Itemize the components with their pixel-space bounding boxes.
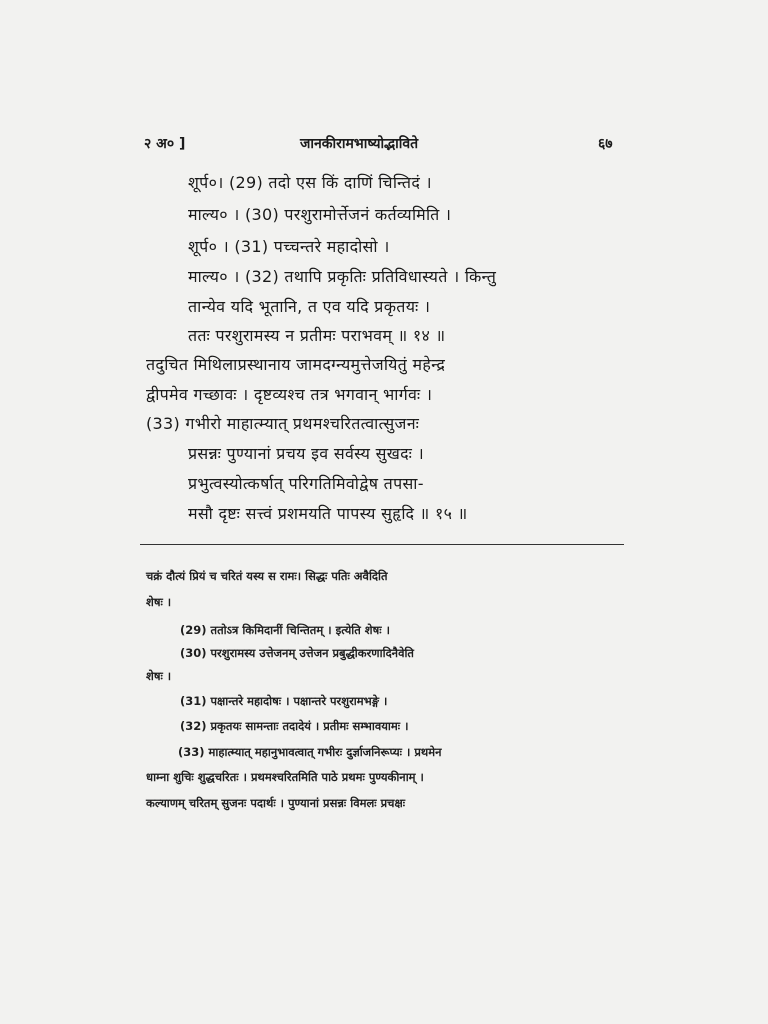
footnote-divider [140, 544, 624, 545]
footnote-line: चक्रं दौत्यं प्रियं च चरितं यस्य स रामः। सिद्धः पतिः अवैदिति [146, 569, 388, 583]
footnote-line: (33) माहात्म्यात् महानुभावत्वात् गभीरः दुर्ज्ञाजनिरूप्यः । प्रथमेन [178, 745, 442, 759]
footnote-line: (29) ततोऽत्र किमिदानीं चिन्तितम् । इत्येति शेषः । [180, 623, 390, 637]
footnote-line: (32) प्रकृतयः सामन्ताः तदादेयं । प्रतीमः सम्भावयामः । [180, 719, 409, 733]
text-line: माल्य० । (30) परशुरामोर्त्तेजनं कर्तव्यमिति । [188, 205, 452, 224]
page-number: ६७ [598, 136, 613, 152]
text-line: शूर्प०। (29) तदो एस किं दाणिं चिन्तिदं । [188, 173, 432, 192]
text-line: द्वीपमेव गच्छावः । दृष्टव्यश्च तत्र भगवान् भार्गवः । [146, 385, 433, 404]
text-line: प्रभुत्वस्योत्कर्षात् परिगतिमिवोद्वेष तपसा- [188, 474, 424, 493]
footnote-line: धाम्ना शुचिः शुद्धचरितः । प्रथमश्चरितमिति पाठे प्रथमः पुण्यकीनाम् । [146, 770, 424, 784]
text-line: माल्य० । (32) तथापि प्रकृतिः प्रतिविधास्यते । किन्तु [188, 267, 497, 286]
text-line: मसौ दृष्टः सत्त्वं प्रशमयति पापस्य सुहृदि ॥ १५ ॥ [188, 504, 468, 523]
chapter-marker: २ अ० ] [144, 136, 186, 152]
footnote-line: शेषः । [146, 669, 172, 683]
footnote-line: शेषः । [146, 595, 172, 609]
running-title: जानकीरामभाष्योद्भाविते [300, 136, 419, 152]
text-line: ततः परशुरामस्य न प्रतीमः पराभवम् ॥ १४ ॥ [188, 326, 446, 345]
text-line: प्रसन्नः पुण्यानां प्रचय इव सर्वस्य सुखदः । [188, 444, 424, 463]
text-line: (33) गभीरो माहात्म्यात् प्रथमश्चरितत्वात्सुजनः [146, 414, 420, 433]
text-line: शूर्प० । (31) पच्चन्तरे महादोसो । [188, 237, 390, 256]
page-header [140, 134, 630, 158]
footnote-line: कल्याणम् चरितम् सुजनः पदार्थः । पुण्यानां प्रसन्नः विमलः प्रचक्षः [146, 796, 406, 810]
text-line: तदुचित मिथिलाप्रस्थानाय जामदग्न्यमुत्तेजयितुं महेन्द्र [146, 355, 446, 374]
footnote-line: (30) परशुरामस्य उत्तेजनम् उत्तेजन प्रबुद्धीकरणादिनैवेति [180, 646, 414, 660]
footnote-line: (31) पक्षान्तरे महादोषः । पक्षान्तरे परशुरामभङ्गे । [180, 694, 388, 708]
text-line: तान्येव यदि भूतानि, त एव यदि प्रकृतयः । [188, 297, 431, 316]
